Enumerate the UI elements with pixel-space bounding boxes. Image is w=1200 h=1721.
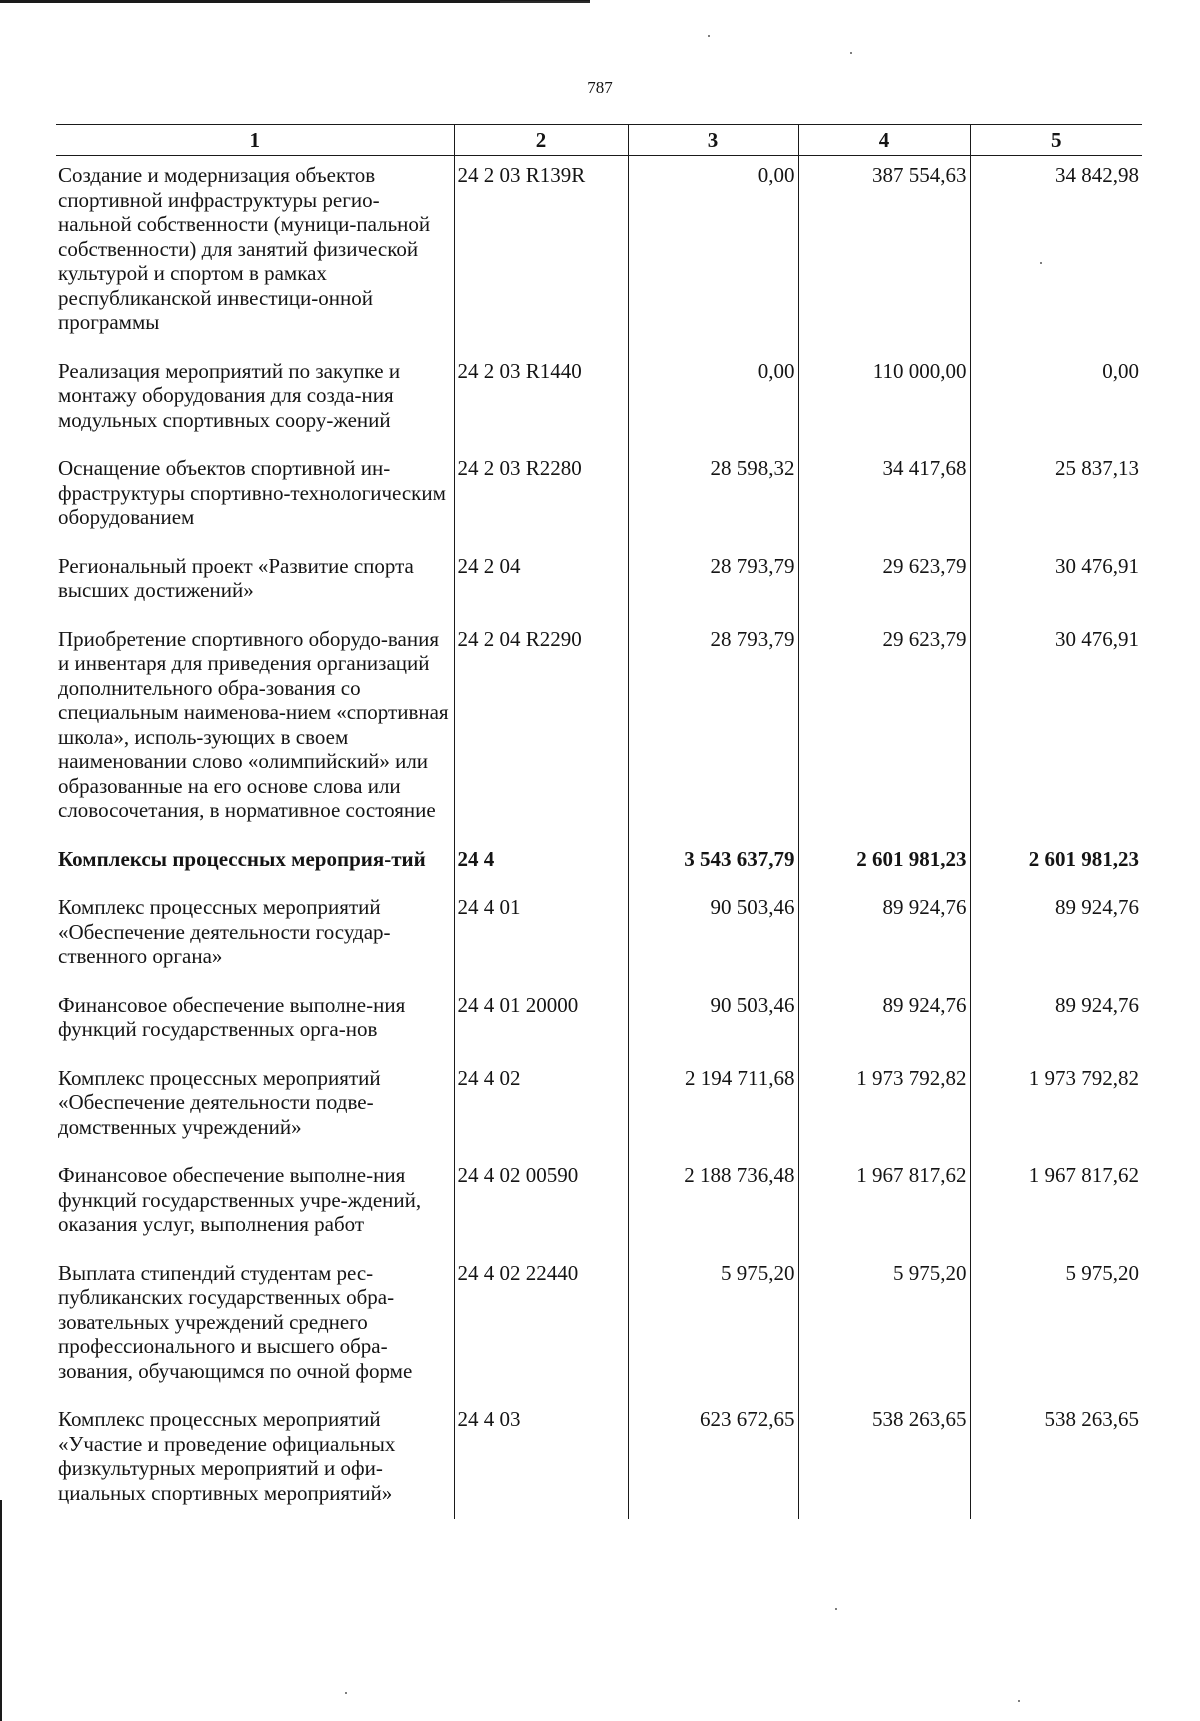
cell-value-col5: 5 975,20 (970, 1254, 1142, 1401)
scan-speck (708, 35, 710, 37)
cell-value-col3: 623 672,65 (628, 1400, 798, 1519)
cell-value-col4: 34 417,68 (798, 449, 970, 547)
cell-value-col3: 0,00 (628, 352, 798, 450)
scan-left-edge (0, 1500, 2, 1721)
table-row (56, 1254, 1142, 1401)
cell-value-col4: 5 975,20 (798, 1254, 970, 1401)
scan-speck (345, 1692, 347, 1694)
cell-name: Финансовое обеспечение выполне-ния функций государственных орга-нов (58, 992, 406, 1041)
table-row (56, 840, 1142, 889)
cell-code: 24 4 02 22440 (454, 1254, 628, 1401)
cell-value-col4: 538 263,65 (798, 1400, 970, 1519)
cell-name: Создание и модернизация объектов спортивной инфраструктуры регио-нальной собственности (муници-пальной собственности) для занятий физической культурой и спортом в рамках республиканской инвестици-онной программы (58, 163, 431, 334)
cell-value-col3: 28 793,79 (628, 620, 798, 840)
table-row (56, 1400, 1142, 1519)
cell-value-col5: 89 924,76 (970, 888, 1142, 986)
cell-value-col3: 28 793,79 (628, 547, 798, 620)
cell-value-col4: 1 967 817,62 (798, 1156, 970, 1254)
cell-code: 24 2 03 R2280 (454, 449, 628, 547)
cell-value-col4: 29 623,79 (798, 547, 970, 620)
cell-name: Финансовое обеспечение выполне-ния функций государственных учре-ждений, оказания услуг, выполнения работ (58, 1163, 422, 1236)
cell-value-col3: 3 543 637,79 (628, 840, 798, 889)
scan-top-rule-fragment (500, 1, 590, 3)
cell-code: 24 2 04 R2290 (454, 620, 628, 840)
table-row (56, 1156, 1142, 1254)
cell-name: Оснащение объектов спортивной ин-фраструктуры спортивно-технологическим оборудованием (58, 456, 446, 529)
cell-name: Комплекс процессных мероприятий «Обеспечение деятельности государ-ственного органа» (58, 895, 391, 968)
cell-code: 24 4 02 00590 (454, 1156, 628, 1254)
column-header-3: 3 (628, 125, 798, 156)
column-header-5: 5 (970, 125, 1142, 156)
column-header-4: 4 (798, 125, 970, 156)
cell-value-col5: 25 837,13 (970, 449, 1142, 547)
cell-value-col5: 1 973 792,82 (970, 1059, 1142, 1157)
table-row (56, 449, 1142, 547)
cell-value-col3: 90 503,46 (628, 986, 798, 1059)
cell-value-col5: 30 476,91 (970, 620, 1142, 840)
cell-value-col3: 0,00 (628, 156, 798, 352)
cell-name: Приобретение спортивного оборудо-вания и инвентаря для приведения организаций дополнительного обра-зования со специальным наименова-нием «спортивная школа», исполь-зующих в своем наименовании слово «олимпийский» или образованные на его основе слова или словосочетания, в нормативное состояние (58, 626, 449, 822)
cell-value-col3: 2 194 711,68 (628, 1059, 798, 1157)
cell-code: 24 4 01 20000 (454, 986, 628, 1059)
cell-value-col4: 29 623,79 (798, 620, 970, 840)
cell-code: 24 4 03 (454, 1400, 628, 1519)
table-row (56, 1059, 1142, 1157)
cell-value-col3: 5 975,20 (628, 1254, 798, 1401)
cell-value-col5: 1 967 817,62 (970, 1156, 1142, 1254)
cell-code: 24 2 03 R139R (454, 156, 628, 352)
cell-name: Выплата стипендий студентам рес-публиканских государственных обра-зовательных учреждений среднего профессионального и высшего обра-зования, обучающимся по очной форме (58, 1260, 413, 1383)
scan-speck (1040, 262, 1042, 264)
budget-table (56, 124, 1142, 1519)
cell-value-col5: 0,00 (970, 352, 1142, 450)
cell-code: 24 4 01 (454, 888, 628, 986)
table-header-row (56, 125, 1142, 156)
table-row (56, 156, 1142, 352)
cell-name: Региональный проект «Развитие спорта высших достижений» (58, 553, 414, 602)
scan-speck (850, 52, 852, 54)
cell-code: 24 4 02 (454, 1059, 628, 1157)
cell-value-col3: 28 598,32 (628, 449, 798, 547)
table-row (56, 352, 1142, 450)
cell-value-col4: 89 924,76 (798, 986, 970, 1059)
cell-value-col5: 2 601 981,23 (970, 840, 1142, 889)
table-row (56, 986, 1142, 1059)
cell-name: Комплекс процессных мероприятий «Обеспечение деятельности подве-домственных учреждений» (58, 1065, 381, 1139)
cell-value-col4: 1 973 792,82 (798, 1059, 970, 1157)
cell-value-col5: 538 263,65 (970, 1400, 1142, 1519)
cell-code: 24 2 04 (454, 547, 628, 620)
cell-value-col4: 110 000,00 (798, 352, 970, 450)
cell-value-col5: 34 842,98 (970, 156, 1142, 352)
table-body (56, 156, 1142, 1520)
table-row (56, 888, 1142, 986)
cell-value-col4: 2 601 981,23 (798, 840, 970, 889)
cell-value-col4: 89 924,76 (798, 888, 970, 986)
cell-name: Комплекс процессных мероприятий «Участие и проведение официальных физкультурных мероприятий и офи-циальных спортивных мероприятий» (58, 1407, 396, 1505)
table-row (56, 547, 1142, 620)
table-row (56, 620, 1142, 840)
column-header-2: 2 (454, 125, 628, 156)
scan-speck (835, 1608, 837, 1610)
cell-value-col5: 30 476,91 (970, 547, 1142, 620)
page-number: 787 (587, 78, 613, 97)
cell-value-col4: 387 554,63 (798, 156, 970, 352)
column-header-1: 1 (56, 125, 454, 156)
cell-name: Комплексы процессных мероприя-тий (58, 846, 426, 871)
cell-value-col5: 89 924,76 (970, 986, 1142, 1059)
cell-name: Реализация мероприятий по закупке и монтажу оборудования для созда-ния модульных спортивных соору-жений (58, 358, 401, 432)
cell-value-col3: 2 188 736,48 (628, 1156, 798, 1254)
cell-code: 24 4 (454, 840, 628, 889)
scan-speck (1018, 1700, 1020, 1702)
cell-code: 24 2 03 R1440 (454, 352, 628, 450)
cell-value-col3: 90 503,46 (628, 888, 798, 986)
